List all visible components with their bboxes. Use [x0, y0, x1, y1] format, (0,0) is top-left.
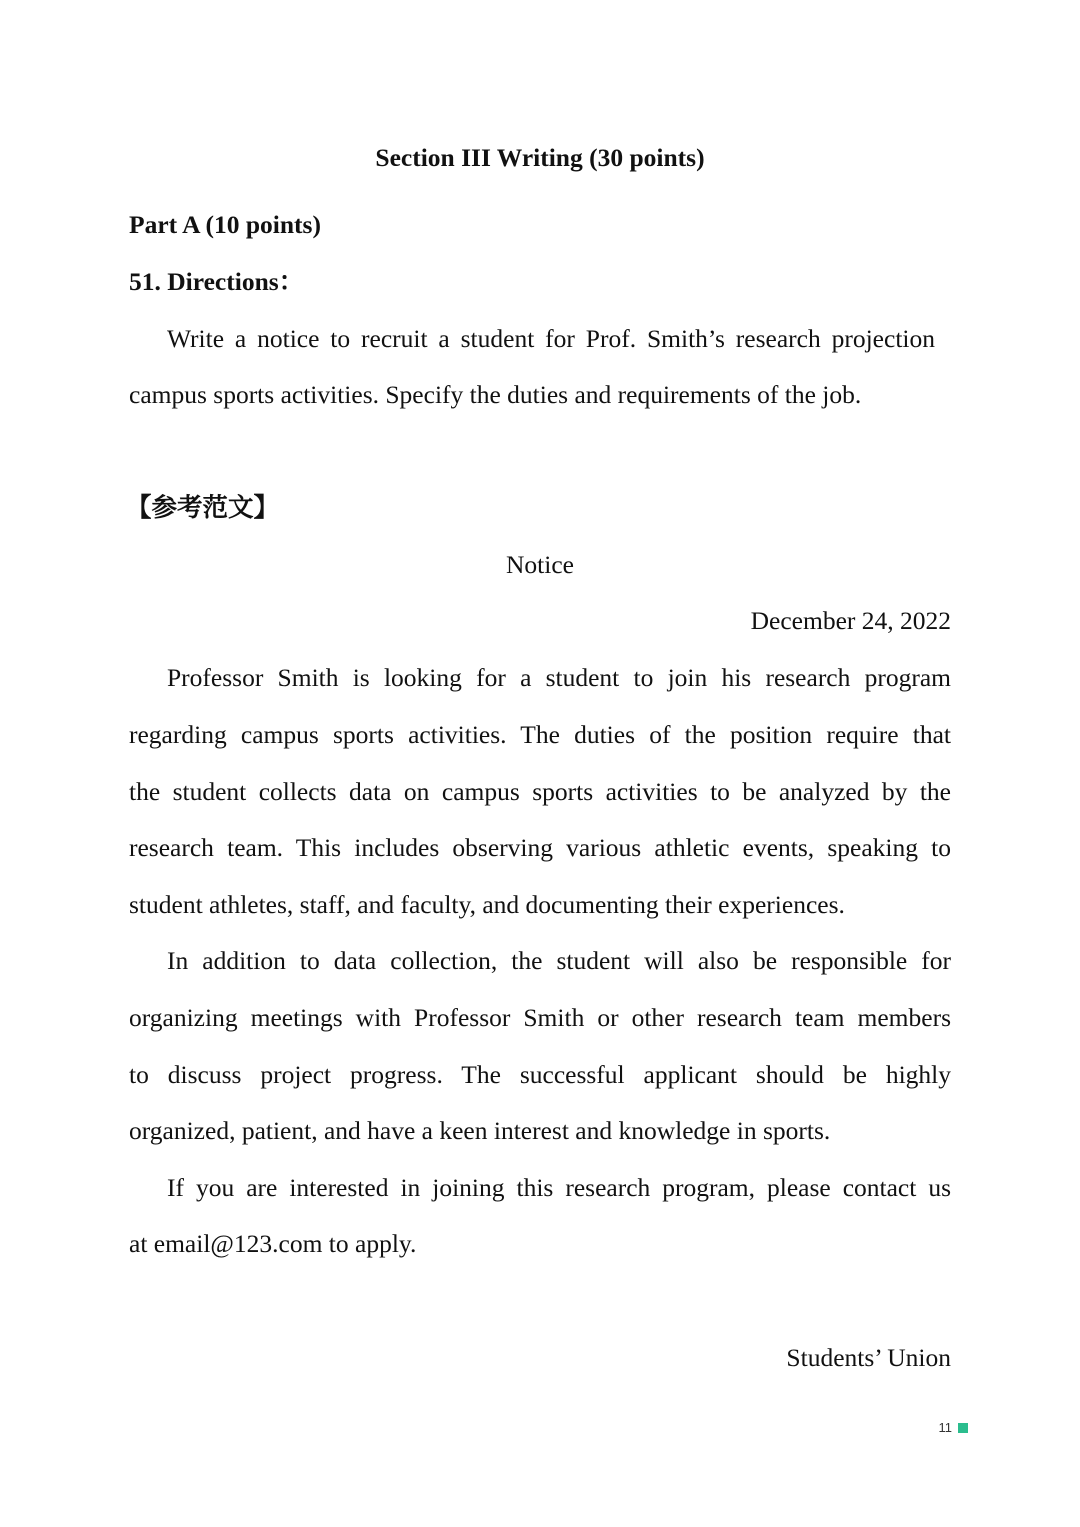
paragraph-2-line-4: organized, patient, and have a keen interest and knowledge in sports. — [129, 1116, 831, 1145]
paragraph-1-line-4: research team. This includes observing various athletic events, speaking to — [129, 833, 951, 862]
paragraph-2-line-3: to discuss project progress. The successful applicant should be highly — [129, 1060, 951, 1089]
paragraph-1-line-2: regarding campus sports activities. The duties of the position require that — [129, 720, 951, 749]
paragraph-3-line-1: If you are interested in joining this research program, please contact us — [167, 1173, 951, 1202]
paragraph-1-line-1: Professor Smith is looking for a student to join his research program — [167, 663, 951, 692]
directions-line-2: campus sports activities. Specify the duties and requirements of the job. — [129, 380, 862, 409]
paragraph-2-line-2: organizing meetings with Professor Smith or other research team members — [129, 1003, 951, 1032]
directions-label: 51. Directions： — [129, 267, 305, 296]
directions-line-1: Write a notice to recruit a student for Prof. Smith’s research projection — [167, 324, 935, 353]
notice-signature: Students’ Union — [786, 1343, 951, 1372]
part-title: Part A (10 points) — [129, 210, 321, 239]
reference-label: 【参考范文】 — [126, 493, 280, 522]
paragraph-2-line-1: In addition to data collection, the student will also be responsible for — [167, 946, 951, 975]
paragraph-1-line-5: student athletes, staff, and faculty, and documenting their experiences. — [129, 890, 845, 919]
page-marker-square-icon — [958, 1423, 968, 1433]
section-title: Section III Writing (30 points) — [375, 143, 705, 172]
notice-title: Notice — [506, 550, 574, 579]
page-number: 11 — [938, 1420, 952, 1435]
paragraph-1-line-3: the student collects data on campus sports activities to be analyzed by the — [129, 777, 951, 806]
notice-date: December 24, 2022 — [750, 606, 951, 635]
paragraph-3-line-2: at email@123.com to apply. — [129, 1229, 417, 1258]
